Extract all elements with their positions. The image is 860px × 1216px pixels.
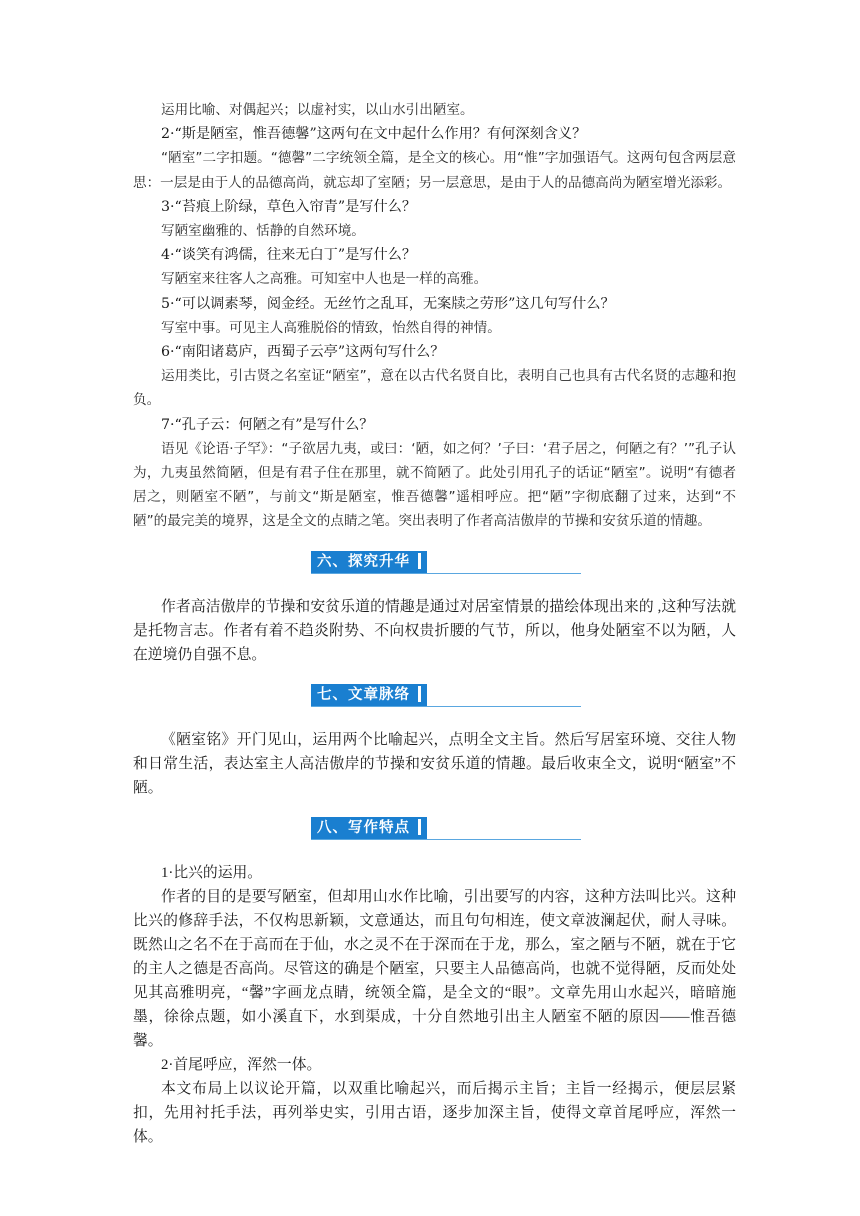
answer-5: 写室中事。可见主人高雅脱俗的情致，怡然自得的神情。 — [161, 319, 501, 336]
answer-2: “陋室”二字扣题。“德馨”二字统领全篇，是全文的核心。用“惟”字加强语气。这两句包含两层意思：一层是由于人的品德高尚，就忘却了室陋；另一层意思，是由于人的品德高尚为陋室增光添彩。 — [133, 150, 736, 191]
section-7-text: 《陋室铭》开门见山，运用两个比喻起兴，点明全文主旨。然后写居室环境、交往人物和日常生活，表达室主人高洁傲岸的节操和安贫乐道的情趣。最后收束全文，说明“陋室”不陋。 — [133, 731, 736, 796]
answer-7: 语见《论语·子罕》：“子欲居九夷，或曰：‘陋，如之何？’子曰：‘君子居之，何陋之有？’”孔子认为，九夷虽然简陋，但是有君子住在那里，就不简陋了。此处引用孔子的话证“陋室”。说明“有德者居之，则陋室不陋”，与前文“斯是陋室，惟吾德馨”遥相呼应。把“陋”字彻底翻了过来，达到“不陋”的最完美的境界，这是全文的点睛之笔。突出表明了作者高洁傲岸的节操和安贫乐道的情趣。 — [133, 440, 736, 530]
feature-1-heading: 1·比兴的运用。 — [161, 864, 263, 881]
title-bar-icon — [418, 819, 421, 835]
section-divider — [311, 573, 581, 574]
feature-2-text: 本文布局上以议论开篇，以双重比喻起兴，而后揭示主旨；主旨一经揭示，便层层紧扣，先用衬托手法，再列举史实，引用古语，逐步加深主旨，使得文章首尾呼应，浑然一体。 — [133, 1080, 736, 1145]
section-6-title-text: 六、探究升华 — [317, 553, 410, 570]
question-5: 5·“可以调素琴，阅金经。无丝竹之乱耳，无案牍之劳形”这几句写什么？ — [161, 295, 615, 312]
section-8-title — [311, 817, 427, 840]
section-7-header — [133, 676, 736, 720]
section-7-title-text: 七、文章脉络 — [317, 686, 410, 703]
question-6: 6·“南阳诸葛庐，西蜀子云亭”这两句写什么？ — [161, 344, 445, 361]
question-2: 2·“斯是陋室，惟吾德馨”这两句在文中起什么作用？有何深刻含义？ — [161, 126, 587, 143]
section-7-title — [311, 684, 427, 707]
question-3: 3·“苔痕上阶绿，草色入帘青”是写什么？ — [161, 198, 417, 215]
question-7: 7·“孔子云：何陋之有”是写什么？ — [161, 416, 374, 433]
section-6-header — [133, 543, 736, 587]
feature-2-heading: 2·首尾呼应，浑然一体。 — [161, 1056, 322, 1073]
answer-1-continued: 运用比喻、对偶起兴；以虚衬实，以山水引出陋室。 — [161, 102, 474, 118]
section-8-title-text: 八、写作特点 — [317, 819, 410, 836]
question-4: 4·“谈笑有鸿儒，往来无白丁”是写什么？ — [161, 247, 417, 264]
section-divider — [311, 839, 581, 840]
answer-3: 写陋室幽雅的、恬静的自然环境。 — [161, 223, 365, 240]
feature-1-text: 作者的目的是要写陋室，但却用山水作比喻，引出要写的内容，这种方法叫比兴。这种比兴的修辞手法，不仅构思新颖，文意通达，而且句句相连，使文章波澜起伏，耐人寻味。既然山之名不在于高而在于仙，水之灵不在于深而在于龙，那么，室之陋与不陋，就在于它的主人之德是否高尚。尽管这的确是个陋室，只要主人品德高尚，也就不觉得陋，反而处处见其高雅明亮，“馨”字画龙点睛，统领全篇，是全文的“眼”。文章先用山水起兴，暗暗施墨，徐徐点题，如小溪直下，水到渠成，十分自然地引出主人陋室不陋的原因——惟吾德馨。 — [133, 888, 736, 1049]
answer-4: 写陋室来往客人之高雅。可知室中人也是一样的高雅。 — [161, 271, 488, 288]
title-bar-icon — [418, 553, 421, 569]
section-6-title — [311, 551, 427, 574]
answer-6: 运用类比，引古贤之名室证“陋室”，意在以古代名贤自比，表明自己也具有古代名贤的志趣和抱负。 — [133, 368, 736, 409]
section-8-header — [133, 809, 736, 853]
title-bar-icon — [418, 686, 421, 702]
section-divider — [311, 706, 581, 707]
document-content — [133, 98, 736, 1149]
section-6-text: 作者高洁傲岸的节操和安贫乐道的情趣是通过对居室情景的描绘体现出来的 ,这种写法就是托物言志。作者有着不趋炎附势、不向权贵折腰的气节，所以，他身处陋室不以为陋，人在逆境仍自强不息。 — [133, 598, 736, 663]
